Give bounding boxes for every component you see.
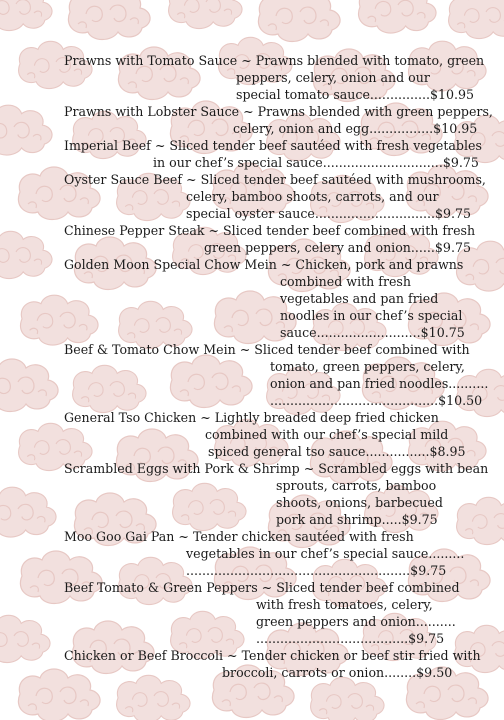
menu-item-line: sauce..........................$10.75 [280, 325, 465, 340]
menu-item-line: General Tso Chicken ~ Lightly breaded deep fried chicken [64, 410, 439, 425]
menu-item-line: celery, onion and egg................$10.95 [233, 121, 478, 136]
menu-item-line: ..........................................$10.50 [270, 393, 483, 408]
menu-item-line: combined with fresh [280, 274, 411, 289]
menu-item-line: shoots, onions, barbecued [276, 495, 443, 510]
menu-item-line: Scrambled Eggs with Pork & Shrimp ~ Scrambled eggs with bean [64, 461, 489, 476]
menu-item-line: green peppers, celery and onion......$9.75 [204, 240, 471, 255]
menu-item-line: in our chef’s special sauce..............................$9.75 [153, 155, 479, 170]
menu-item-line: spiced general tso sauce................$8.95 [208, 444, 466, 459]
menu-item-line: special oyster sauce..............................$9.75 [186, 206, 472, 221]
menu-item-line: ......................................$9.75 [256, 631, 445, 646]
menu-item-line: Chinese Pepper Steak ~ Sliced tender beef combined with fresh [64, 223, 476, 238]
menu-item-line: Oyster Sauce Beef ~ Sliced tender beef sautéed with mushrooms, [64, 172, 486, 187]
menu-item-line: sprouts, carrots, bamboo [276, 478, 437, 493]
menu-item-line: noodles in our chef’s special [280, 308, 463, 323]
menu-item-line: vegetables in our chef’s special sauce......... [186, 546, 465, 561]
menu-item-line: with fresh tomatoes, celery, [256, 597, 433, 612]
menu-item-line: peppers, celery, onion and our [236, 70, 430, 85]
menu-item-line: pork and shrimp.....$9.75 [276, 512, 438, 527]
menu-item-line: Prawns with Tomato Sauce ~ Prawns blended with tomato, green [64, 53, 485, 68]
menu-item-line: tomato, green peppers, celery, [270, 359, 465, 374]
menu-item-line: Chicken or Beef Broccoli ~ Tender chicken or beef stir fried with [64, 648, 481, 663]
menu-item-line: Moo Goo Gai Pan ~ Tender chicken sautéed with fresh [64, 529, 414, 544]
menu-item-line: onion and pan fried noodles.......... [270, 376, 489, 391]
menu-item-line: celery, bamboo shoots, carrots, and our [186, 189, 439, 204]
menu-item-line: ........................................................$9.75 [186, 563, 447, 578]
menu-item-line: Golden Moon Special Chow Mein ~ Chicken, pork and prawns [64, 257, 464, 272]
menu-item-line: broccoli, carrots or onion........$9.50 [222, 665, 453, 680]
menu-item-line: combined with our chef’s special mild [205, 427, 449, 442]
menu-item-line: Imperial Beef ~ Sliced tender beef sautéed with fresh vegetables [64, 138, 482, 153]
menu-item-line: Beef & Tomato Chow Mein ~ Sliced tender beef combined with [64, 342, 470, 357]
menu-item-line: vegetables and pan fried [280, 291, 439, 306]
menu-item-line: Beef Tomato & Green Peppers ~ Sliced tender beef combined [64, 580, 460, 595]
menu-item-line: green peppers and onion.......... [256, 614, 456, 629]
menu-item-line: Prawns with Lobster Sauce ~ Prawns blended with green peppers, [64, 104, 493, 119]
menu-item-line: special tomato sauce...............$10.95 [236, 87, 475, 102]
